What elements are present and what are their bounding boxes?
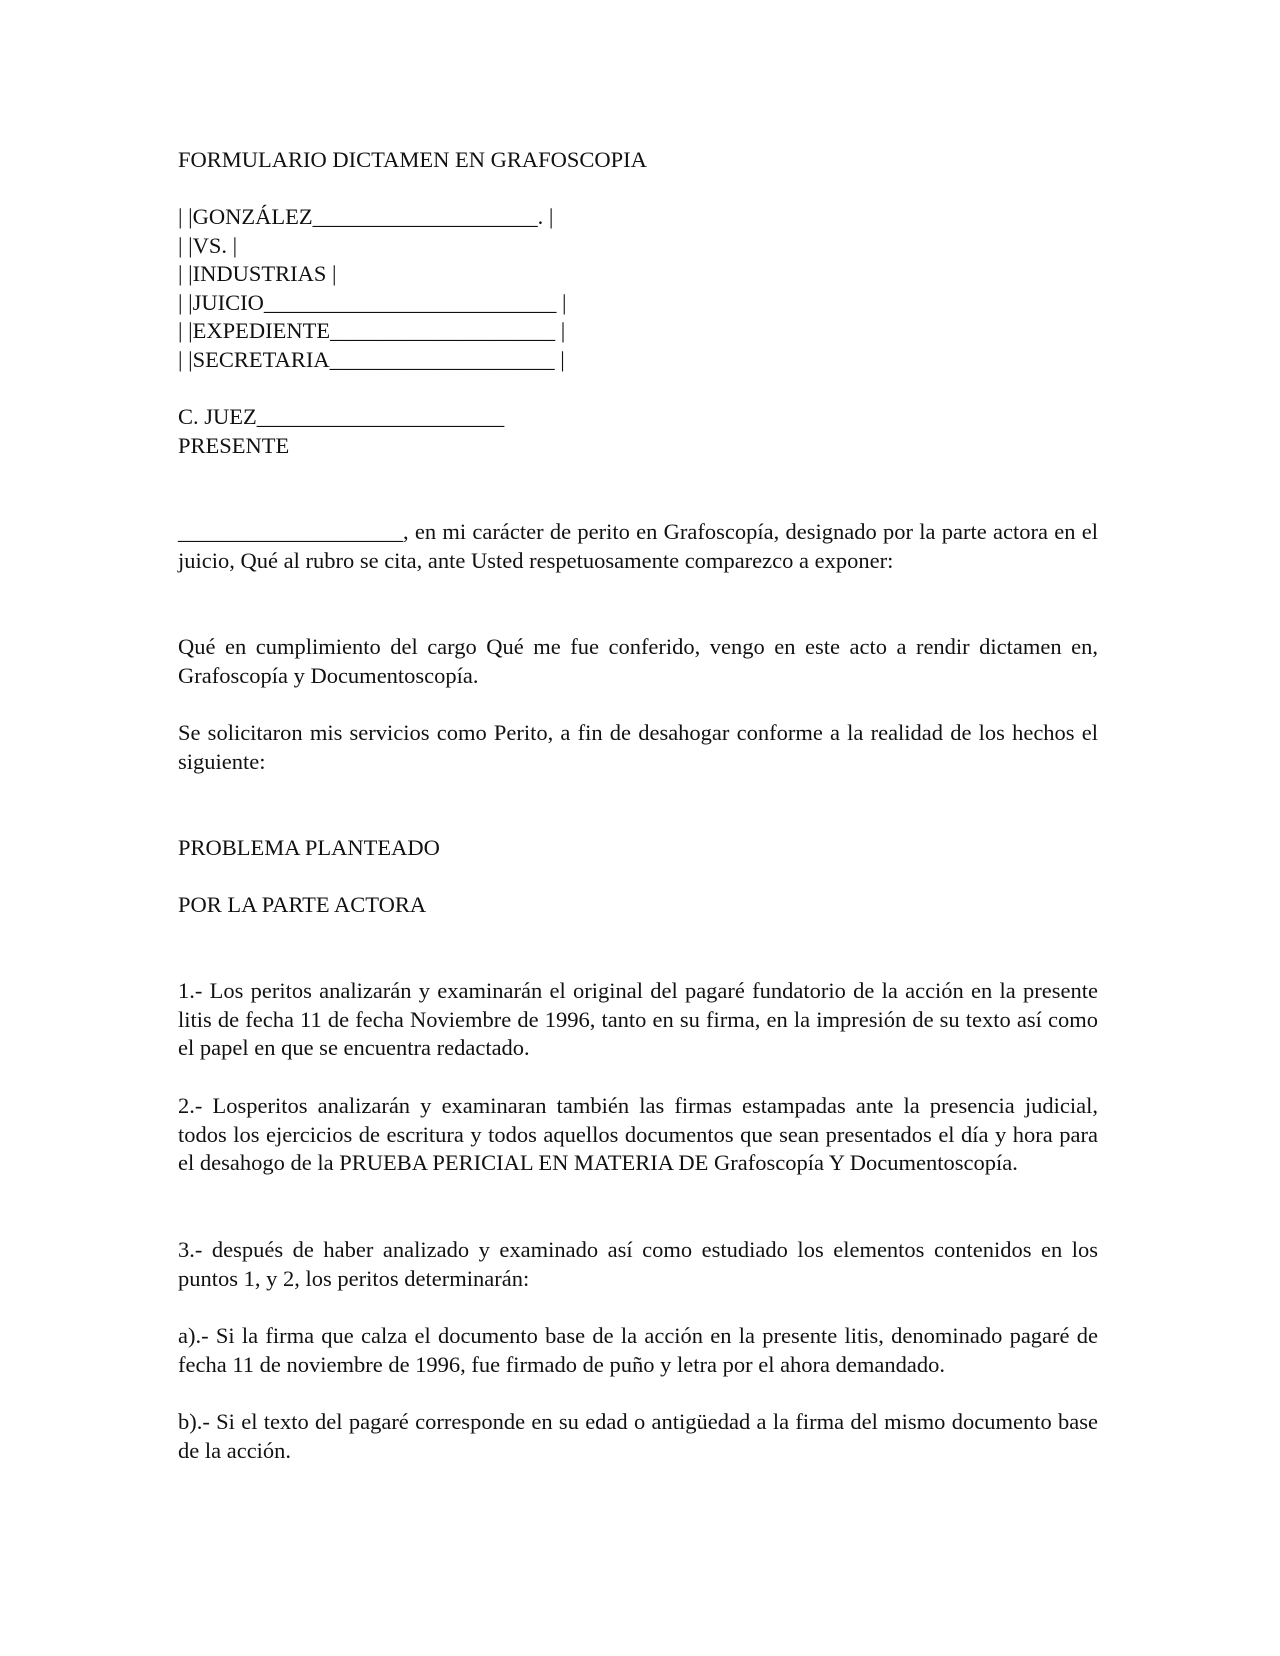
point-2-text: 2.- Losperitos analizarán y examinaran también las firmas estampadas ante la presencia judicial, todos los ejercicios de escritura y todos aquellos documentos que sean presentados el día y hora para el desahogo de la PRUEBA PERICIAL EN MATERIA DE Grafoscopía Y Documentoscopía.: [178, 1093, 1098, 1175]
intro-paragraph-text: ____________________, en mi carácter de perito en Grafoscopía, designado por la parte actora en el juicio, Qué al rubro se cita, ante Usted respetuosamente comparezco a exponer:: [178, 519, 1098, 573]
point-b-text: b).- Si el texto del pagaré corresponde en su edad o antigüedad a la firma del mismo documento base de la acción.: [178, 1409, 1098, 1463]
caption-line-industrias: | |INDUSTRIAS |: [178, 261, 337, 286]
point-1-text: 1.- Los peritos analizarán y examinarán el original del pagaré fundatorio de la acción en la presente litis de fecha 11 de fecha Noviembre de 1996, tanto en su firma, en la impresión de su texto así como el papel en que se encuentra redactado.: [178, 978, 1098, 1060]
section-heading-actora: [178, 891, 1098, 920]
section-heading-problema-text: PROBLEMA PLANTEADO: [178, 835, 440, 860]
point-1: [178, 977, 1098, 1063]
document-title-text: FORMULARIO DICTAMEN EN GRAFOSCOPIA: [178, 147, 647, 172]
caption-line-secretaria: | |SECRETARIA____________________ |: [178, 346, 565, 372]
caption-line-expediente: | |EXPEDIENTE____________________ |: [178, 318, 566, 343]
section-heading-problema: [178, 834, 1098, 863]
services-paragraph: [178, 719, 1098, 776]
point-3-text: 3.- después de haber analizado y examinado así como estudiado los elementos contenidos en los puntos 1, y 2, los peritos determinarán:: [178, 1237, 1098, 1291]
caption-line-juicio: | |JUICIO__________________________ |: [178, 289, 567, 315]
addressee: [178, 403, 1098, 460]
judge-line: C. JUEZ______________________: [178, 404, 505, 429]
caption-line-vs: | |VS. |: [178, 232, 238, 258]
point-2: [178, 1092, 1098, 1178]
document-title: [178, 146, 1098, 175]
compliance-paragraph: [178, 633, 1098, 690]
services-paragraph-text: Se solicitaron mis servicios como Perito, a fin de desahogar conforme a la realidad de los hechos el siguiente:: [178, 720, 1098, 774]
compliance-paragraph-text: Qué en cumplimiento del cargo Qué me fue conferido, vengo en este acto a rendir dictamen en, Grafoscopía y Documentoscopía.: [178, 634, 1098, 688]
point-a-text: a).- Si la firma que calza el documento base de la acción en la presente litis, denominado pagaré de fecha 11 de noviembre de 1996, fue firmado de puño y letra por el ahora demandado.: [178, 1323, 1098, 1377]
point-b: [178, 1408, 1098, 1465]
presente-line: PRESENTE: [178, 432, 290, 458]
caption-line-party: | |GONZÁLEZ____________________. |: [178, 204, 554, 229]
point-3: [178, 1236, 1098, 1293]
section-heading-actora-text: POR LA PARTE ACTORA: [178, 892, 427, 917]
intro-paragraph: [178, 518, 1098, 575]
point-a: [178, 1322, 1098, 1379]
case-caption: [178, 203, 1098, 374]
